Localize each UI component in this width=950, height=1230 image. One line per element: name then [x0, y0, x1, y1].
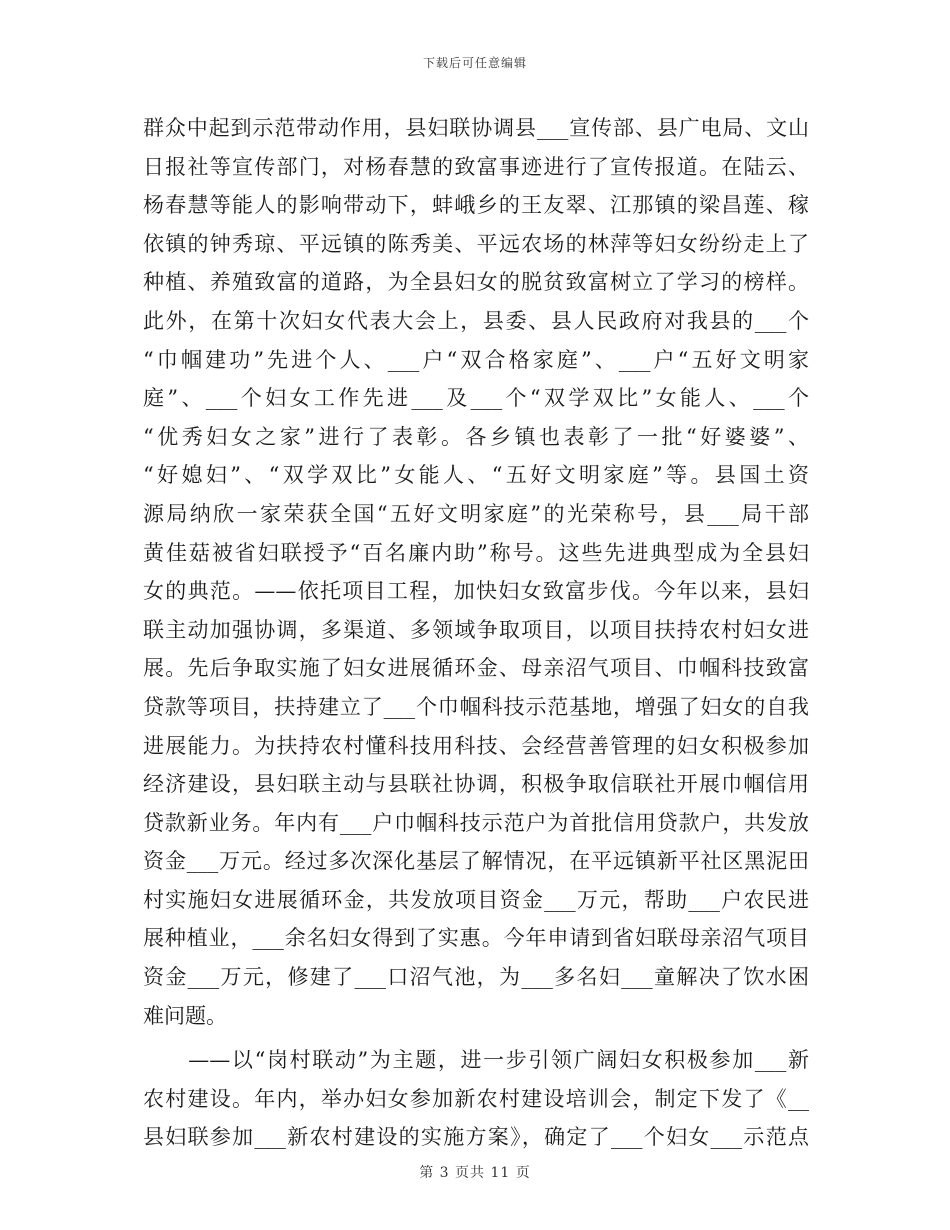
text-line: 种植、养殖致富的道路，为全县妇女的脱贫致富树立了学习的榜样。 [143, 270, 809, 295]
text-line: 县妇联参加___新农村建设的实施方案》，确定了___个妇女___示范点 [143, 1125, 809, 1150]
text-line: 联主动加强协调，多渠道、多领域争取项目，以项目扶持农村妇女进 [143, 617, 809, 642]
text-line: ——以“岗村联动”为主题，进一步引领广阔妇女积极参加___新 [143, 1048, 809, 1073]
page-number: 第 3 页共 11 页 [419, 1165, 531, 1181]
text-line: 进展能力。为扶持农村懂科技用科技、会经营善管理的妇女积极参加 [143, 733, 809, 758]
text-line: 依镇的钟秀琼、平远镇的陈秀美、平远农场的林萍等妇女纷纷走上了 [143, 231, 809, 256]
text-line: 经济建设，县妇联主动与县联社协调，积极争取信联社开展巾帼信用 [143, 772, 809, 797]
text-line: 庭”、___个妇女工作先进___及___个“双学双比”女能人、___个 [143, 386, 809, 411]
text-line: “巾帼建功”先进个人、___户“双合格家庭”、___户“五好文明家 [143, 347, 809, 372]
text-line: 源局纳欣一家荣获全国“五好文明家庭”的光荣称号，县___局干部 [143, 501, 809, 526]
text-line: 难问题。 [143, 1003, 227, 1028]
text-line: 农村建设。年内，举办妇女参加新农村建设培训会，制定下发了《__ [143, 1086, 809, 1111]
text-line: 资金___万元，修建了___口沼气池，为___多名妇___童解决了饮水困 [143, 965, 809, 990]
body-text [143, 109, 809, 1157]
header-note: 下载后可任意编辑 [422, 56, 527, 70]
text-line: 贷款新业务。年内有___户巾帼科技示范户为首批信用贷款户，共发放 [143, 810, 809, 835]
text-line: 贷款等项目，扶持建立了___个巾帼科技示范基地，增强了妇女的自我 [143, 694, 809, 719]
text-line: “好媳妇”、“双学双比”女能人、“五好文明家庭”等。县国土资 [143, 463, 809, 488]
text-line: 黄佳菇被省妇联授予“百名廉内助”称号。这些先进典型成为全县妇 [143, 540, 809, 565]
text-line: 此外，在第十次妇女代表大会上，县委、县人民政府对我县的___个 [143, 308, 809, 333]
text-line: 展。先后争取实施了妇女进展循环金、母亲沼气项目、巾帼科技致富 [143, 656, 809, 681]
text-line: 杨春慧等能人的影响带动下，蚌峨乡的王友翠、江那镇的梁昌莲、稼 [143, 193, 809, 218]
text-line: 资金___万元。经过多次深化基层了解情况，在平远镇新平社区黑泥田 [143, 849, 809, 874]
text-line: 村实施妇女进展循环金，共发放项目资金___万元，帮助___户农民进 [143, 887, 809, 912]
text-line: 女的典范。——依托项目工程，加快妇女致富步伐。今年以来，县妇 [143, 579, 809, 604]
text-line: 群众中起到示范带动作用，县妇联协调县___宣传部、县广电局、文山 [143, 116, 809, 140]
text-line: 展种植业，___余名妇女得到了实惠。今年申请到省妇联母亲沼气项目 [143, 926, 809, 951]
text-line: “优秀妇女之家”进行了表彰。各乡镇也表彰了一批“好婆婆”、 [143, 424, 809, 449]
text-line: 日报社等宣传部门，对杨春慧的致富事迹进行了宣传报道。在陆云、 [143, 154, 809, 179]
